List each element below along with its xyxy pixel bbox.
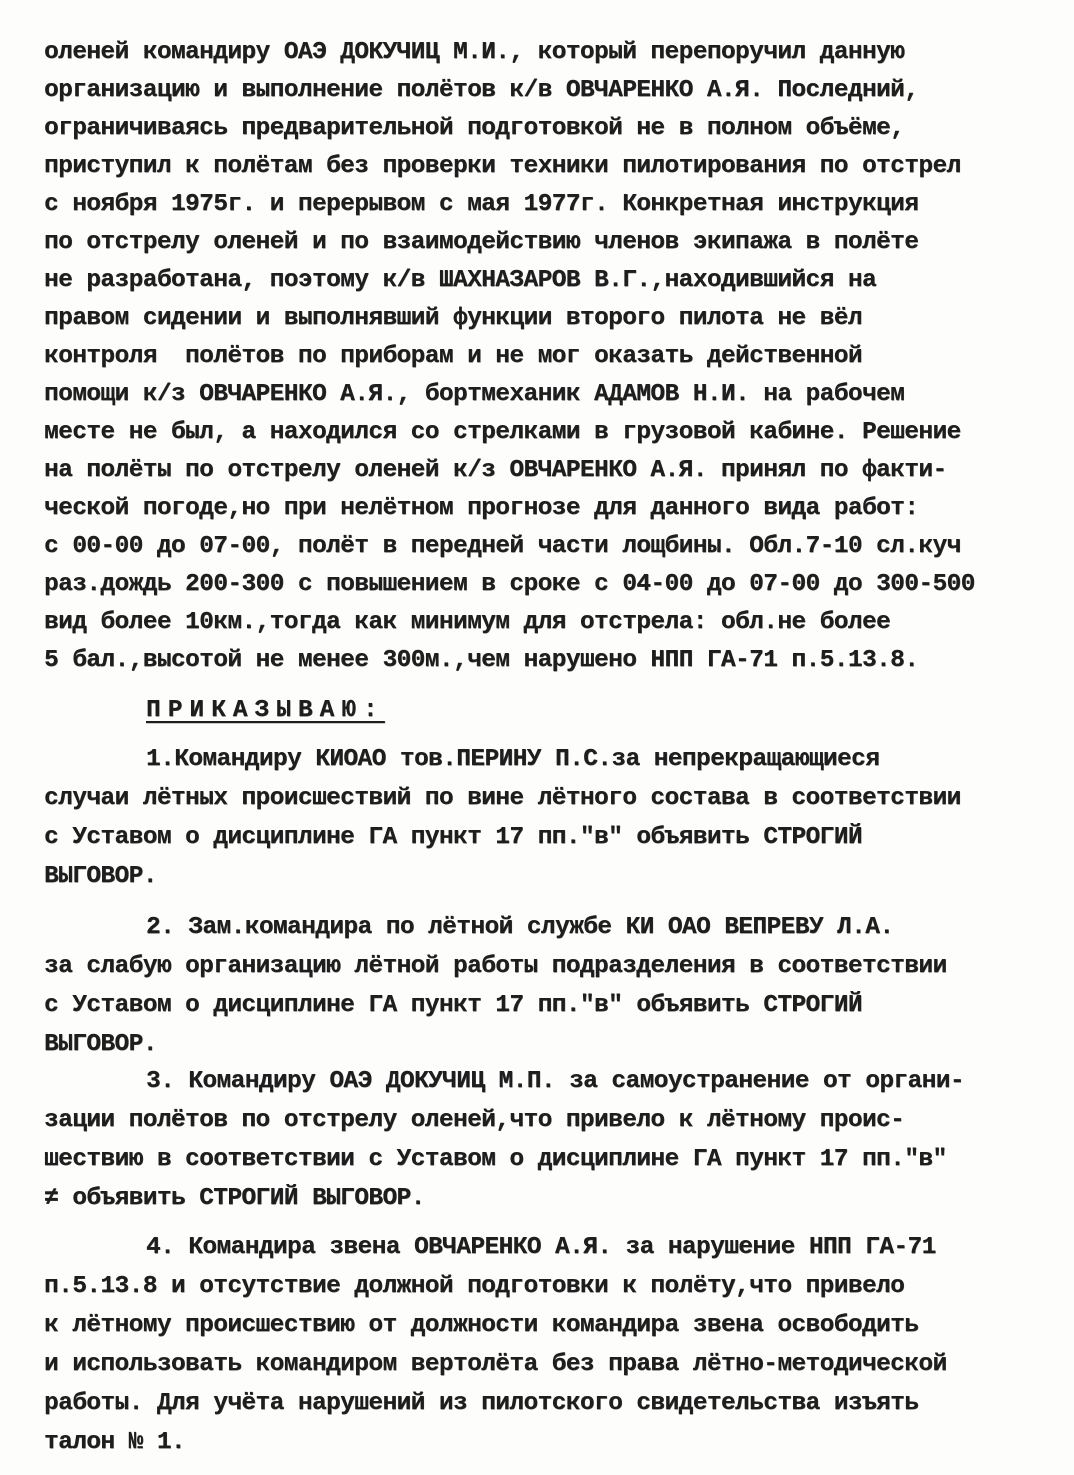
order-item-1-line: с Уставом о дисциплине ГА пункт 17 пп."в" объявить СТРОГИЙ xyxy=(44,824,862,851)
text-line: ограничиваясь предварительной подготовкой не в полном объёме, xyxy=(44,115,905,142)
order-item-2-line: 2. Зам.командира по лётной службе КИ ОАО ВЕПРЕВУ Л.А. xyxy=(146,914,894,941)
text-line: организацию и выполнение полётов к/в ОВЧАРЕНКО А.Я. Последний, xyxy=(44,77,919,104)
text-line: не разработана, поэтому к/в ШАХНАЗАРОВ В.Г.,находившийся на xyxy=(44,267,877,294)
order-item-4-line: к лётному происшествию от должности командира звена освободить xyxy=(44,1312,919,1339)
text-line: правом сидении и выполнявший функции второго пилота не вёл xyxy=(44,305,862,332)
order-item-4-line: работы. Для учёта нарушений из пилотского свидетельства изъять xyxy=(44,1390,919,1417)
text-line: с 00-00 до 07-00, полёт в передней части лощбины. Обл.7-10 сл.куч xyxy=(44,533,961,560)
order-item-4-line: 4. Командира звена ОВЧАРЕНКО А.Я. за нарушение НПП ГА-71 xyxy=(146,1234,936,1261)
text-line: месте не был, а находился со стрелками в грузовой кабине. Решение xyxy=(44,419,961,446)
text-line: оленей командиру ОАЭ ДОКУЧИЦ М.И., который перепоручил данную xyxy=(44,39,905,66)
text-line: по отстрелу оленей и по взаимодействию членов экипажа в полёте xyxy=(44,229,919,256)
order-heading: ПРИКАЗЫВАЮ: xyxy=(146,697,385,724)
text-line: раз.дождь 200-300 с повышением в сроке с 04-00 до 07-00 до 300-500 xyxy=(44,571,975,598)
text-line: помощи к/з ОВЧАРЕНКО А.Я., бортмеханик АДАМОВ Н.И. на рабочем xyxy=(44,381,905,408)
order-item-1-line: случаи лётных происшествий по вине лётного состава в соответствии xyxy=(44,785,961,812)
order-item-1-line: ВЫГОВОР. xyxy=(44,863,157,890)
text-line: ческой погоде,но при нелётном прогнозе для данного вида работ: xyxy=(44,495,919,522)
order-item-4-line: и использовать командиром вертолёта без права лётно-методической xyxy=(44,1351,947,1378)
order-item-2-line: ВЫГОВОР. xyxy=(44,1031,157,1058)
order-item-4-line: талон № 1. xyxy=(44,1429,186,1456)
order-item-3-line: ≠ объявить СТРОГИЙ ВЫГОВОР. xyxy=(44,1185,425,1212)
text-line: на полёты по отстрелу оленей к/з ОВЧАРЕНКО А.Я. принял по факти- xyxy=(44,457,947,484)
text-line: контроля полётов по приборам и не мог оказать действенной xyxy=(44,343,862,370)
order-item-4-line: п.5.13.8 и отсутствие должной подготовки к полёту,что привело xyxy=(44,1273,905,1300)
text-line: вид более 10км.,тогда как минимум для отстрела: обл.не более xyxy=(44,609,891,636)
order-item-2-line: за слабую организацию лётной работы подразделения в соответствии xyxy=(44,953,947,980)
text-line: приступил к полётам без проверки техники пилотирования по отстрел xyxy=(44,153,961,180)
order-item-2-line: с Уставом о дисциплине ГА пункт 17 пп."в" объявить СТРОГИЙ xyxy=(44,992,862,1019)
order-item-3-line: зации полётов по отстрелу оленей,что привело к лётному проис- xyxy=(44,1107,905,1134)
order-item-3-line: 3. Командиру ОАЭ ДОКУЧИЦ М.П. за самоустранение от органи- xyxy=(146,1068,964,1095)
order-item-3-line: шествию в соответствии с Уставом о дисциплине ГА пункт 17 пп."в" xyxy=(44,1146,947,1173)
text-line: 5 бал.,высотой не менее 300м.,чем нарушено НПП ГА-71 п.5.13.8. xyxy=(44,647,919,674)
order-item-1-line: 1.Командиру КИОАО тов.ПЕРИНУ П.С.за непрекращающиеся xyxy=(146,746,880,773)
text-line: с ноября 1975г. и перерывом с мая 1977г. Конкретная инструкция xyxy=(44,191,919,218)
